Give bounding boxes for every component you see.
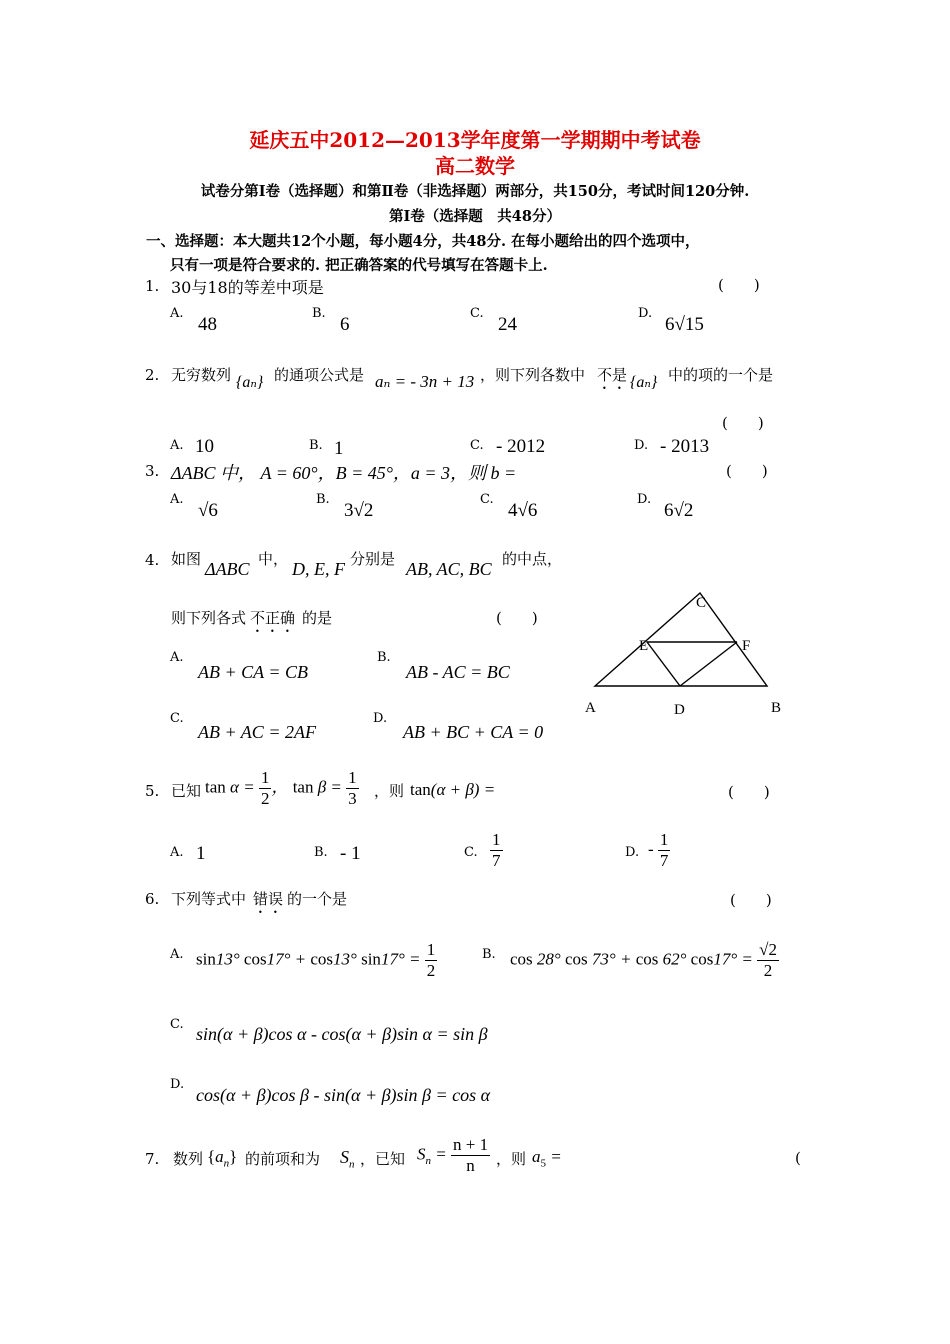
vertex-label-b: B	[771, 700, 782, 716]
answer-paren: ( )	[726, 462, 768, 480]
question-number: 4.	[145, 551, 160, 569]
question-stem-part: 中，	[258, 550, 289, 568]
midpoint-label-f: F	[742, 638, 751, 654]
option-label-d: D.	[373, 711, 388, 726]
question-stem: ΔABC 中， A = 60°，B = 45°，a = 3，则 b =	[171, 463, 517, 483]
option-label-a: A.	[170, 947, 184, 962]
general-term-formula: aₙ = - 3n + 13	[375, 372, 475, 391]
option-b: 1	[334, 438, 344, 459]
option-c: sin(α + β)cos α - cos(α + β)sin α = sin β	[196, 1024, 488, 1044]
emphasis-text: 错误	[253, 890, 284, 908]
option-d: - $\frac{1}{7}$	[648, 830, 669, 870]
option-a: 10	[195, 436, 214, 457]
question-stem-part: 的前项和为	[245, 1150, 321, 1168]
sum-symbol: $S_n$	[340, 1147, 355, 1171]
sequence-symbol: $\{a_n\}$	[207, 1147, 238, 1170]
option-label-d: D.	[625, 845, 640, 860]
midpoint-label-e: E	[639, 638, 649, 654]
question-stem-part: 的通项公式是	[274, 366, 365, 384]
option-b: cos 28° cos 73° + cos 62° cos17° = $\frac{√2}{2}$	[510, 940, 777, 980]
option-label-d: D.	[170, 1077, 185, 1092]
sequence-symbol: {aₙ}	[630, 374, 658, 391]
option-label-c: C.	[470, 306, 484, 321]
option-d: 6√2	[664, 500, 694, 521]
option-a: 1	[196, 843, 206, 864]
option-label-a: A.	[170, 306, 184, 321]
instructions-line2: 只有一项是符合要求的. 把正确答案的代号填写在答题卡上.	[170, 257, 548, 274]
option-label-b: B.	[314, 845, 328, 860]
option-label-c: C.	[480, 492, 494, 507]
option-label-b: B.	[316, 492, 330, 507]
option-c: AB + AC = 2AF	[198, 722, 316, 742]
question-stem-part: ，则	[496, 1150, 527, 1168]
instructions-line1: 一、选择题：本大题共12个小题，每小题4分，共48分. 在每小题给出的四个选项中，	[146, 233, 700, 250]
option-label-c: C.	[170, 711, 184, 726]
answer-paren: ( )	[718, 276, 760, 294]
question-stem-part: 分别是	[350, 550, 396, 568]
option-label-a: A.	[170, 845, 184, 860]
question-number: 5.	[145, 782, 160, 800]
option-label-d: D.	[634, 438, 649, 453]
question-stem-part: ，则	[374, 782, 405, 800]
option-a: √6	[198, 500, 218, 521]
exam-title: 延庆五中2012—2013学年度第一学期期中考试卷	[249, 128, 701, 152]
given-tan-alpha: tan α = $\frac{1}{2}$ ， tan β = $\frac{1}{3}$	[205, 768, 357, 808]
option-label-c: C.	[464, 845, 478, 860]
section-title: 第Ⅰ卷（选择题 共48分）	[389, 208, 561, 225]
triangle-symbol: ΔABC	[205, 559, 250, 579]
vertex-label-a: A	[585, 700, 596, 716]
fifth-term: $a_5$ =	[532, 1147, 562, 1170]
option-b: - 1	[340, 843, 361, 864]
question-stem-part: 如图	[171, 550, 202, 568]
option-d: cos(α + β)cos β - sin(α + β)sin β = cos α	[196, 1085, 491, 1105]
question-stem-part: 数列	[173, 1150, 204, 1168]
question-number: 2.	[145, 366, 160, 384]
question-stem-part: 的是	[302, 609, 333, 627]
sum-formula: $S_n$ = $\frac{n + 1}{n}$	[417, 1135, 489, 1175]
option-a: 48	[198, 314, 217, 335]
option-label-a: A.	[170, 438, 184, 453]
question-stem-part: ，已知	[360, 1150, 406, 1168]
segment-fd	[680, 642, 737, 686]
answer-paren: ( )	[722, 414, 764, 432]
option-label-a: A.	[170, 650, 184, 665]
question-number: 6.	[145, 890, 160, 908]
option-b: 6	[340, 314, 350, 335]
option-d: 6√15	[665, 314, 704, 335]
answer-paren: ( )	[730, 891, 772, 909]
question-number: 1.	[145, 277, 160, 295]
emphasis-text: 不是	[597, 366, 628, 384]
option-b: 3√2	[344, 500, 374, 521]
option-label-b: B.	[482, 947, 496, 962]
option-d: - 2013	[660, 436, 710, 457]
vertex-label-c: C	[696, 595, 707, 611]
midpoint-symbols: D, E, F	[292, 559, 345, 579]
question-stem-part: ，则下列各数中	[480, 366, 586, 384]
option-label-c: C.	[170, 1017, 184, 1032]
exam-intro: 试卷分第Ⅰ卷（选择题）和第Ⅱ卷（非选择题）两部分，共150分，考试时间120分钟.	[200, 183, 750, 200]
expression: tan(α + β) =	[410, 780, 496, 799]
midpoint-label-d: D	[674, 702, 685, 718]
option-label-b: B.	[312, 306, 326, 321]
question-stem: 30与18的等差中项是	[171, 278, 324, 297]
question-number: 3.	[145, 462, 160, 480]
answer-paren: (	[795, 1149, 801, 1167]
question-stem-part: 则下列各式	[171, 609, 247, 627]
option-label-d: D.	[638, 306, 653, 321]
segment-symbols: AB, AC, BC	[406, 559, 492, 579]
question-stem-part: 已知	[171, 782, 202, 800]
question-stem-part: 中的项的一个是	[668, 366, 774, 384]
question-stem-part: 的中点，	[502, 550, 563, 568]
option-a: AB + CA = CB	[198, 662, 308, 682]
question-number: 7.	[145, 1150, 160, 1168]
option-label-b: B.	[309, 438, 323, 453]
option-a: sin13° cos17° + cos13° sin17° = $\frac{1}{2}$	[196, 940, 436, 980]
sequence-symbol: {aₙ}	[236, 374, 264, 391]
question-stem-part: 的一个是	[287, 890, 348, 908]
exam-subtitle: 高二数学	[435, 154, 515, 178]
option-c: 24	[498, 314, 517, 335]
emphasis-text: 不正确	[250, 609, 296, 627]
triangle-figure	[580, 590, 800, 725]
option-label-a: A.	[170, 492, 184, 507]
option-d: AB + BC + CA = 0	[403, 722, 544, 742]
answer-paren: ( )	[496, 609, 538, 627]
answer-paren: ( )	[728, 783, 770, 801]
question-stem-part: 无穷数列	[171, 366, 232, 384]
option-c: - 2012	[496, 436, 546, 457]
segment-ed	[647, 642, 680, 686]
option-label-c: C.	[470, 438, 484, 453]
option-label-b: B.	[377, 650, 391, 665]
option-label-d: D.	[637, 492, 652, 507]
option-c: $\frac{1}{7}$	[492, 830, 501, 870]
question-stem-part: 下列等式中	[171, 890, 247, 908]
option-c: 4√6	[508, 500, 538, 521]
option-b: AB - AC = BC	[406, 662, 510, 682]
